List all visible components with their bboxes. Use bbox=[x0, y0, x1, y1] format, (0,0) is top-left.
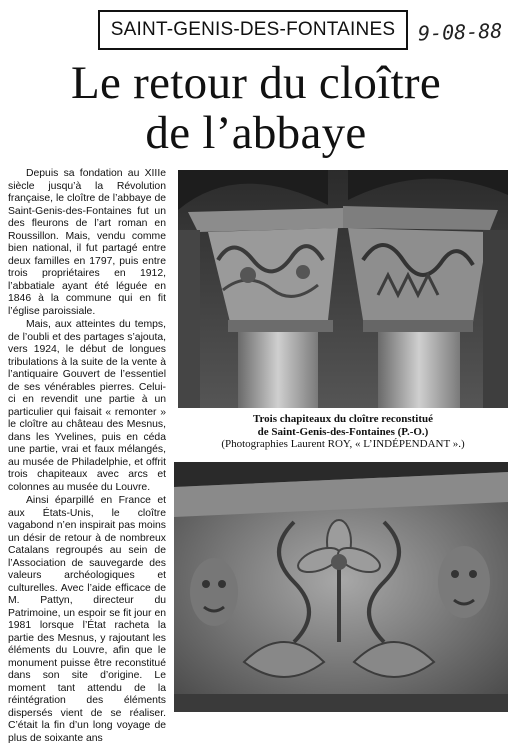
article-paragraph-2: Mais, aux atteintes du temps, de l’oubli et des partages s’ajouta, vers 1924, le début de longues tribulations à la suite de la vente à l’antiquaire Gouvert de l’essentiel de ses vénérables pierres. Celui-ci en revendit une partie à un particulier qui faisait « remonter » le cloître au château des Mesnus, dans les Yvelines, puis en céda une partie, vrai et faux mélangés, au musée de Philadelphie, et offrit trois chapiteaux avec arcs et colonnes au musée du Louvre. bbox=[8, 319, 166, 493]
caption-line-2: de Saint-Genis-des-Fontaines (P.-O.) bbox=[257, 425, 429, 438]
photo-capital-closeup bbox=[174, 462, 508, 712]
kicker-label: SAINT-GENIS-DES-FONTAINES bbox=[110, 19, 396, 40]
photo-caption bbox=[176, 413, 510, 451]
article-paragraph-1: Depuis sa fondation au XIIIe siècle jusqu’à la Révolution française, le cloître de l’abbaye de Saint-Genis-des-Fontaines fut un des fleurons de l’art roman en Roussillon. Mais, vendu comme bien national, il fut partagé entre deux familles en 1797, puis entre trois propriétaires en 1912, l’abbatiale ayant été léguée en 1846 à la commune qui en fit l’église paroissiale. bbox=[8, 168, 166, 317]
caption-line-1: Trois chapiteaux du cloître reconstitué bbox=[252, 413, 434, 425]
kicker-box bbox=[98, 10, 408, 50]
headline-line-2: de l’abbaye bbox=[145, 107, 367, 159]
handwritten-date: 9-08-88 bbox=[417, 18, 503, 46]
photo-capitals-top bbox=[178, 170, 508, 408]
headline-line-1: Le retour du cloître bbox=[70, 57, 442, 109]
caption-credit: (Photographies Laurent ROY, « L’INDÉPENDANT ».) bbox=[221, 438, 465, 450]
headline bbox=[0, 58, 512, 158]
article-body bbox=[8, 168, 166, 746]
article-paragraph-3: Ainsi éparpillé en France et aux États-Unis, le cloître vagabond n’en inspirait pas moins un désir de retour à de nombreux Catalans regroupés au sein de l’Association de sauvegarde des valeurs archéologiques et culturelles. Avec l’aide efficace de M. Pattyn, directeur du Patrimoine, un espoir se fit jour en 1981 lorsque l’État racheta la partie des Mesnus, y rajoutant les éléments du Louvre, afin que le monument puisse être reconstitué dans son site d’origine. Le moment tant attendu de la réintégration des éléments dispersés vient de se réaliser. C’était la fin d’un long voyage de plus de soixante ans bbox=[8, 495, 166, 744]
